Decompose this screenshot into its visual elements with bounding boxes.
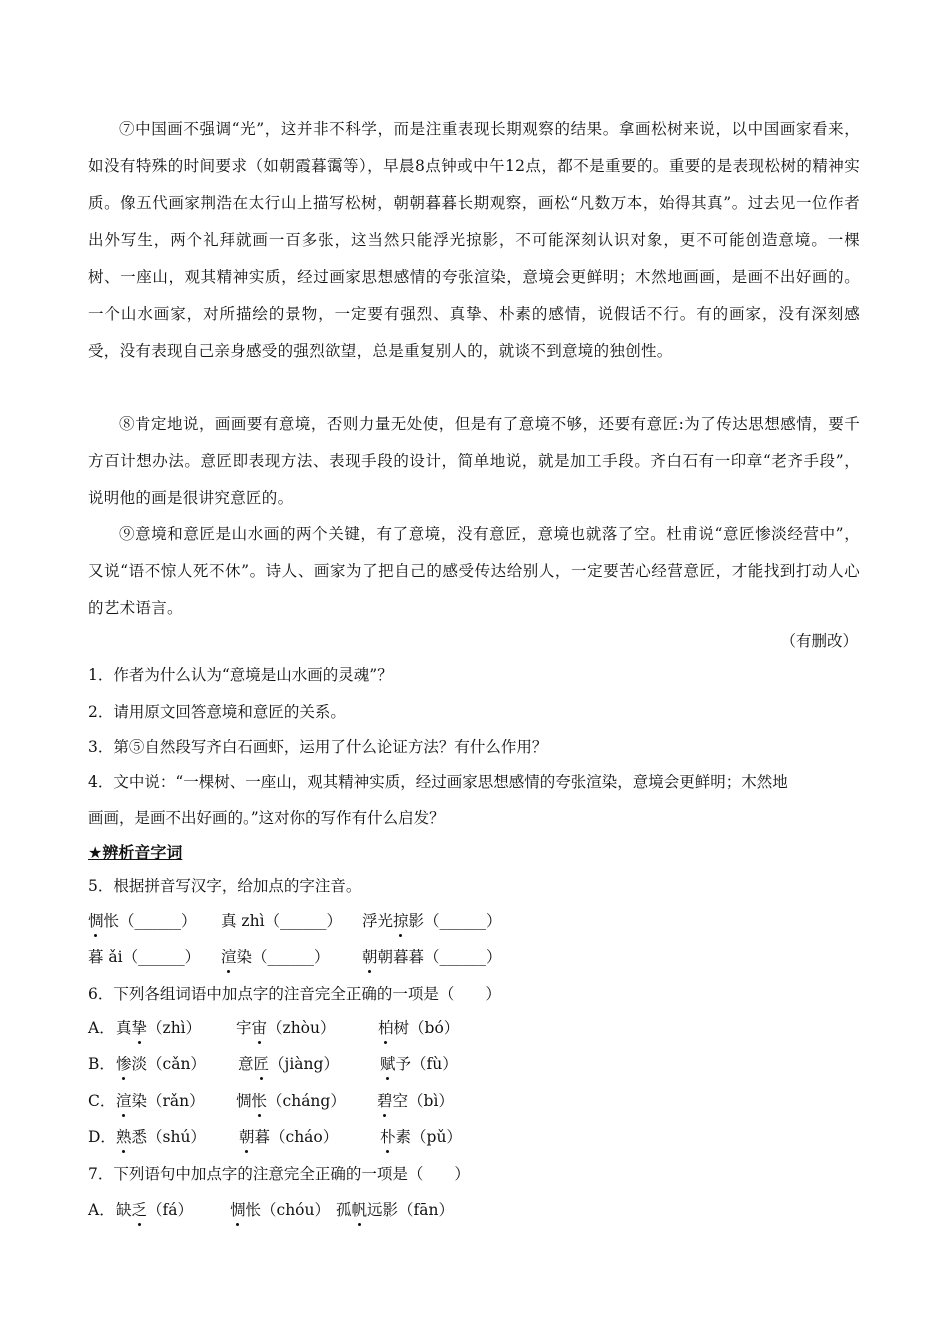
option-item: 碧空（bì） xyxy=(377,1092,454,1110)
paragraph-9: ⑨意境和意匠是山水画的两个关键，有了意境，没有意匠，意境也就落了空。杜甫说“意匠惨淡经营中”，又说“语不惊人死不休”。诗人、画家为了把自己的感受传达给别人，一定要苦心经营意匠，才能找到打动人心的艺术语言。 xyxy=(88,525,860,617)
option-item: 朴素（pǔ） xyxy=(380,1128,462,1146)
edit-note: （有删改） xyxy=(780,632,858,650)
question-4-line-2: 画画，是画不出好画的。”这对你的写作有什么启发？ xyxy=(88,809,445,827)
question-5-stem: 5．根据拼音写汉字，给加点的字注音。 xyxy=(88,877,362,895)
option-item: 缺乏（fá） xyxy=(116,1201,194,1219)
option-item: 惆怅（chóu） xyxy=(230,1201,330,1219)
option-item: 惨淡（cǎn） xyxy=(116,1055,206,1073)
paragraph-8: ⑧肯定地说，画画要有意境，否则力量无处使，但是有了意境不够，还要有意匠:为了传达思想感情，要千方百计想办法。意匠即表现方法、表现手段的设计，简单地说，就是加工手段。齐白石有一印章“老齐手段”，说明他的画是很讲究意匠的。 xyxy=(88,415,860,507)
q5-item: 真 zhì（______） xyxy=(221,912,343,930)
q5-item: 渲染（______） xyxy=(221,948,330,966)
question-1: 1．作者为什么认为“意境是山水画的灵魂”？ xyxy=(88,666,393,684)
option-item: 熟悉（shú） xyxy=(116,1128,206,1146)
option-item: 柏树（bó） xyxy=(378,1019,460,1037)
question-6-stem: 6．下列各组词语中加点字的注音完全正确的一项是（ ） xyxy=(88,985,501,1003)
question-3: 3．第⑤自然段写齐白石画虾，运用了什么论证方法？有什么作用？ xyxy=(88,738,548,756)
option-item: 赋予（fù） xyxy=(380,1055,458,1073)
question-7-stem: 7．下列语句中加点字的注意完全正确的一项是（ ） xyxy=(88,1165,470,1183)
document-page: ⑦中国画不强调“光”，这并非不科学，而是注重表现长期观察的结果。拿画松树来说，以中国画家看来，如没有特殊的时间要求（如朝霞暮霭等），早晨8点钟或中午12点，都不是重要的。重要的是表现松树的精神实质。像五代画家荆浩在太行山上描写松树，朝朝暮暮长期观察，画松“凡数万本，始得其真”。过去见一位作者出外写生，两个礼拜就画一百多张，这当然只能浮光掠影，不可能深刻认识对象，更不可能创造意境。一棵树、一座山，观其精神实质，经过画家思想感情的夸张渲染，意境会更鲜明；木然地画画，是画不出好画的。一个山水画家，对所描绘的景物，一定要有强烈、真挚、朴素的感情，说假话不行。有的画家，没有深刻感受，没有表现自己亲身感受的强烈欲望，总是重复别人的，就谈不到意境的独创性。 ⑧肯定地说，画画要有意境，否则力量无处使，但是有了意境不够，还要有意匠:为了传达思想感情，要千方百计想办法。意匠即表现方法、表现手段的设计，简单地说，就是加工手段。齐白石有一印章“老齐手段”，说明他的画是很讲究意匠的。 ⑨意境和意匠是山水画的两个关键，有了意境，没有意匠，意境也就落了空。杜甫说“意匠惨淡经营中”，又说“语不惊人死不休”。诗人、画家为了把自己的感受传达给别人，一定要苦心经营意匠，才能找到打动人心的艺术语言。 （有删改） 1．作者为什么认为“意境是山水画的灵魂”？ 2．请用原文回答意境和意匠的关系。 3．第⑤自然段写齐白石画虾，运用了什么论证方法？有什么作用？ 4．文中说：“一棵树、一座山，观其精神实质，经过画家思想感情的夸张渲染，意境会更鲜明；木然地 画画，是画不出好画的。”这对你的写作有什么启发？ ★辨析音字词 5．根据拼音写汉字，给加点的字注音。 惆怅（______） 真 zhì（______） 浮光掠影（______） 暮 ǎi（______） 渲染（______） 朝朝暮暮（______） 6．下列各组词语中加点字的注音完全正确的一项是（ ） A． 真挚（zhì） 宇宙（zhòu） 柏树（bó） B． 惨淡（cǎn） 意匠（jiàng） 赋予（fù） C． 渲染（rǎn） 惆怅（cháng） 碧空（bì） D． 熟悉（shú） 朝暮（cháo） 朴素（pǔ） 7．下列语句中加点字的注意完全正确的一项是（ ） A． 缺乏（fá） 惆怅（chóu） 孤帆远影（fān） xyxy=(0,0,950,1344)
option-item: 朝暮（cháo） xyxy=(239,1128,339,1146)
section-title: ★辨析音字词 xyxy=(88,843,183,862)
q5-item: 朝朝暮暮（______） xyxy=(362,948,502,966)
option-item: 真挚（zhì） xyxy=(116,1019,202,1037)
option-item: 意匠（jiàng） xyxy=(238,1055,339,1073)
option-item: 宇宙（zhòu） xyxy=(236,1019,336,1037)
option-item: 孤帆远影（fān） xyxy=(336,1201,454,1219)
option-item: 渲染（rǎn） xyxy=(116,1092,205,1110)
option-item: 惆怅（cháng） xyxy=(236,1092,346,1110)
q5-item: 暮 ǎi（______） xyxy=(88,948,201,966)
q5-item: 浮光掠影（______） xyxy=(362,912,502,930)
paragraph-7: ⑦中国画不强调“光”，这并非不科学，而是注重表现长期观察的结果。拿画松树来说，以中国画家看来，如没有特殊的时间要求（如朝霞暮霭等），早晨8点钟或中午12点，都不是重要的。重要的是表现松树的精神实质。像五代画家荆浩在太行山上描写松树，朝朝暮暮长期观察，画松“凡数万本，始得其真”。过去见一位作者出外写生，两个礼拜就画一百多张，这当然只能浮光掠影，不可能深刻认识对象，更不可能创造意境。一棵树、一座山，观其精神实质，经过画家思想感情的夸张渲染，意境会更鲜明；木然地画画，是画不出好画的。一个山水画家，对所描绘的景物，一定要有强烈、真挚、朴素的感情，说假话不行。有的画家，没有深刻感受，没有表现自己亲身感受的强烈欲望，总是重复别人的，就谈不到意境的独创性。 xyxy=(88,120,860,360)
question-4-line-1: 4．文中说：“一棵树、一座山，观其精神实质，经过画家思想感情的夸张渲染，意境会更鲜明；木然地 xyxy=(88,773,788,791)
question-2: 2．请用原文回答意境和意匠的关系。 xyxy=(88,703,346,721)
q5-item: 惆怅（______） xyxy=(88,912,197,930)
